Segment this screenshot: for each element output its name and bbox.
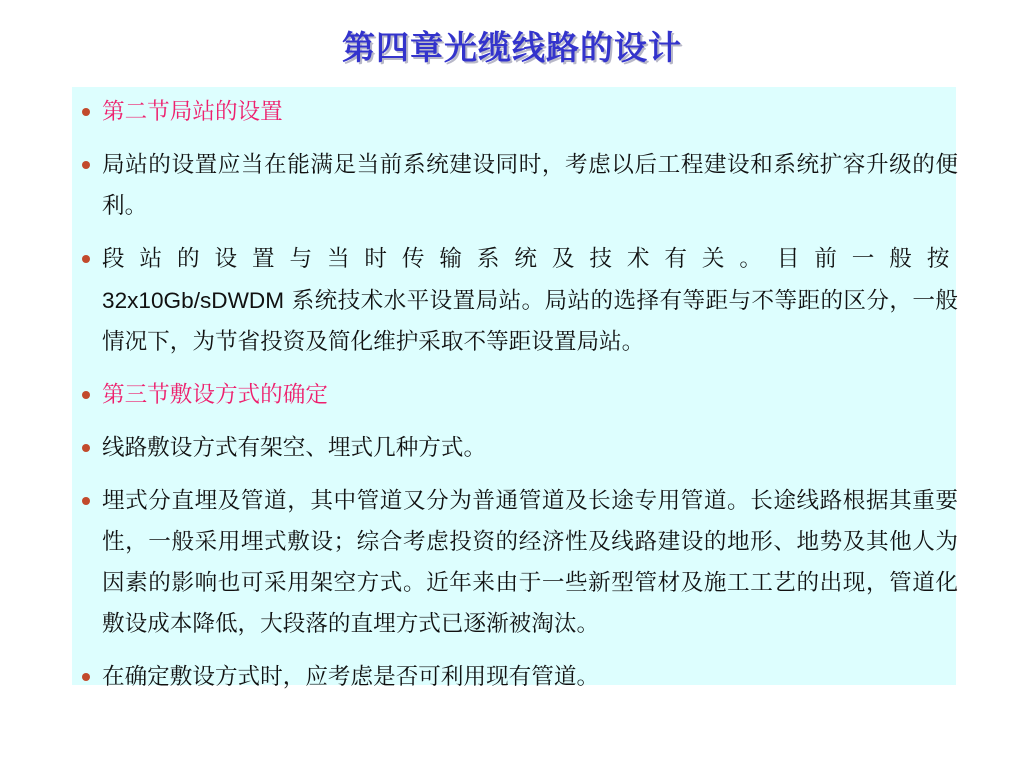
- bullet-item: [78, 428, 958, 469]
- bullet-dot-icon: [82, 444, 90, 452]
- bullet-item-section-3-heading: [78, 375, 958, 416]
- bullet-item: [78, 145, 958, 227]
- section-heading: 第三节敷设方式的确定: [102, 382, 328, 408]
- bullet-item: [78, 239, 958, 363]
- bullet-text-latin: 32x10Gb/sDWDM: [102, 288, 285, 313]
- bullet-item: [78, 481, 958, 645]
- bullet-dot-icon: [82, 255, 90, 263]
- section-heading: 第二节局站的设置: [102, 99, 283, 125]
- bullet-item-section-2-heading: [78, 92, 958, 133]
- bullet-text: 局站的设置应当在能满足当前系统建设同时，考虑以后工程建设和系统扩容升级的便利。: [102, 152, 958, 219]
- bullet-dot-icon: [82, 108, 90, 116]
- bullet-text: 系统技术水平设置局站。局站的选择有等距与不等距的区分，一般情况下，为节省投资及简化维护采取不等距设置局站。: [102, 288, 958, 355]
- bullet-dot-icon: [82, 161, 90, 169]
- bullet-dot-icon: [82, 497, 90, 505]
- bullet-text: 在确定敷设方式时，应考虑是否可利用现有管道。: [102, 664, 600, 690]
- bullet-dot-icon: [82, 673, 90, 681]
- bullet-text: 线路敷设方式有架空、埋式几种方式。: [102, 435, 487, 461]
- bullet-list: [78, 92, 958, 710]
- bullet-item: [78, 657, 958, 698]
- bullet-text: 段站的设置与当时传输系统及技术有关。目前一般按: [102, 246, 958, 272]
- slide-title: 第四章光缆线路的设计: [342, 28, 682, 67]
- bullet-text: 埋式分直埋及管道，其中管道又分为普通管道及长途专用管道。长途线路根据其重要性，一般采用埋式敷设；综合考虑投资的经济性及线路建设的地形、地势及其他人为因素的影响也可采用架空方式。近年来由于一些新型管材及施工工艺的出现，管道化敷设成本降低，大段落的直埋方式已逐渐被淘汰。: [102, 488, 958, 637]
- bullet-dot-icon: [82, 391, 90, 399]
